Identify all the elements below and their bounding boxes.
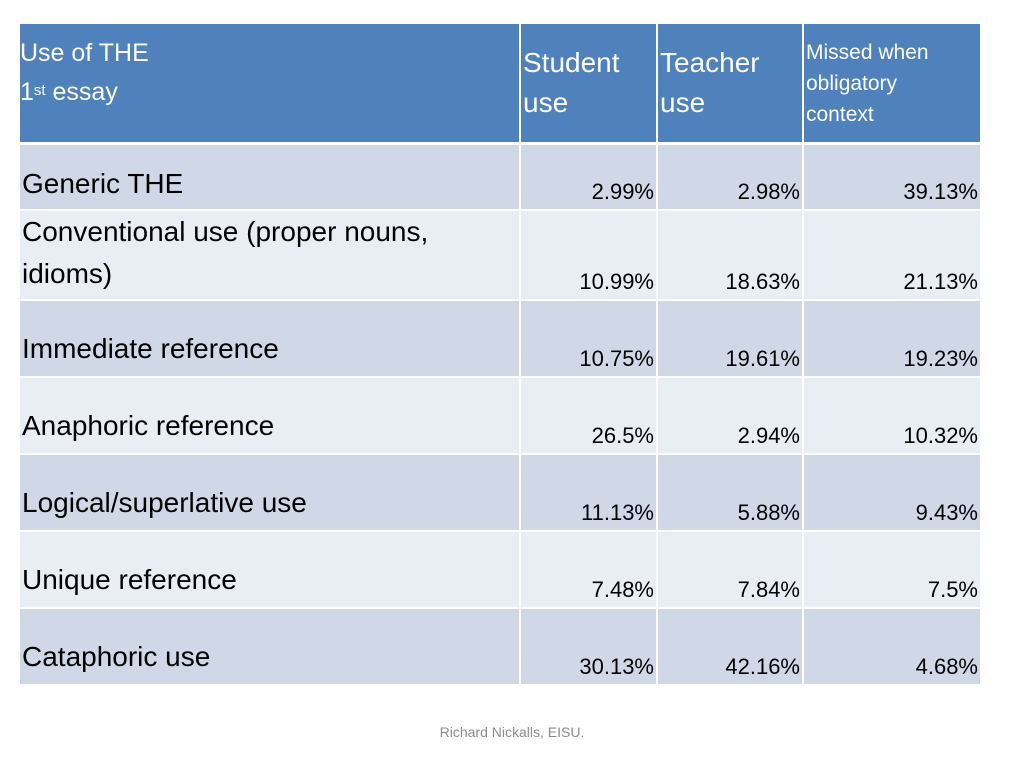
header-teacher-use: Teacher use [657,24,803,144]
header-title-sup: st [33,82,46,99]
teacher-value: 19.61% [657,300,803,377]
student-value: 30.13% [520,608,657,685]
header-title-num: 1 [20,78,34,106]
missed-value: 19.23% [803,300,980,377]
header-title-cell [20,24,520,144]
header-missed-obligatory: Missed when obligatory context [803,24,980,144]
header-title-line1: Use of THE [20,39,149,67]
table-row [20,300,980,377]
row-label: Immediate reference [20,300,520,377]
table-row [20,608,980,685]
missed-value: 39.13% [803,144,980,211]
header-title-rest: essay [45,78,118,106]
table-row [20,454,980,531]
student-value: 7.48% [520,531,657,608]
teacher-value: 5.88% [657,454,803,531]
teacher-value: 2.98% [657,144,803,211]
row-label: Generic THE [20,144,520,211]
missed-value: 4.68% [803,608,980,685]
table-row [20,531,980,608]
footer-credit: Richard Nickalls, EISU. [439,724,585,740]
missed-value: 9.43% [803,454,980,531]
table-row [20,144,980,211]
teacher-value: 42.16% [657,608,803,685]
table-row [20,210,980,300]
row-label: Logical/superlative use [20,454,520,531]
row-label: Anaphoric reference [20,377,520,454]
missed-value: 21.13% [803,210,980,300]
student-value: 10.75% [520,300,657,377]
student-value: 2.99% [520,144,657,211]
row-label: Cataphoric use [20,608,520,685]
teacher-value: 18.63% [657,210,803,300]
missed-value: 7.5% [803,531,980,608]
teacher-value: 2.94% [657,377,803,454]
teacher-value: 7.84% [657,531,803,608]
row-label: Conventional use (proper nouns, idioms) [20,210,520,300]
article-usage-table [20,24,980,686]
student-value: 26.5% [520,377,657,454]
table-header-row [20,24,980,144]
header-student-use: Student use [520,24,657,144]
student-value: 11.13% [520,454,657,531]
missed-value: 10.32% [803,377,980,454]
table-row [20,377,980,454]
row-label: Unique reference [20,531,520,608]
student-value: 10.99% [520,210,657,300]
